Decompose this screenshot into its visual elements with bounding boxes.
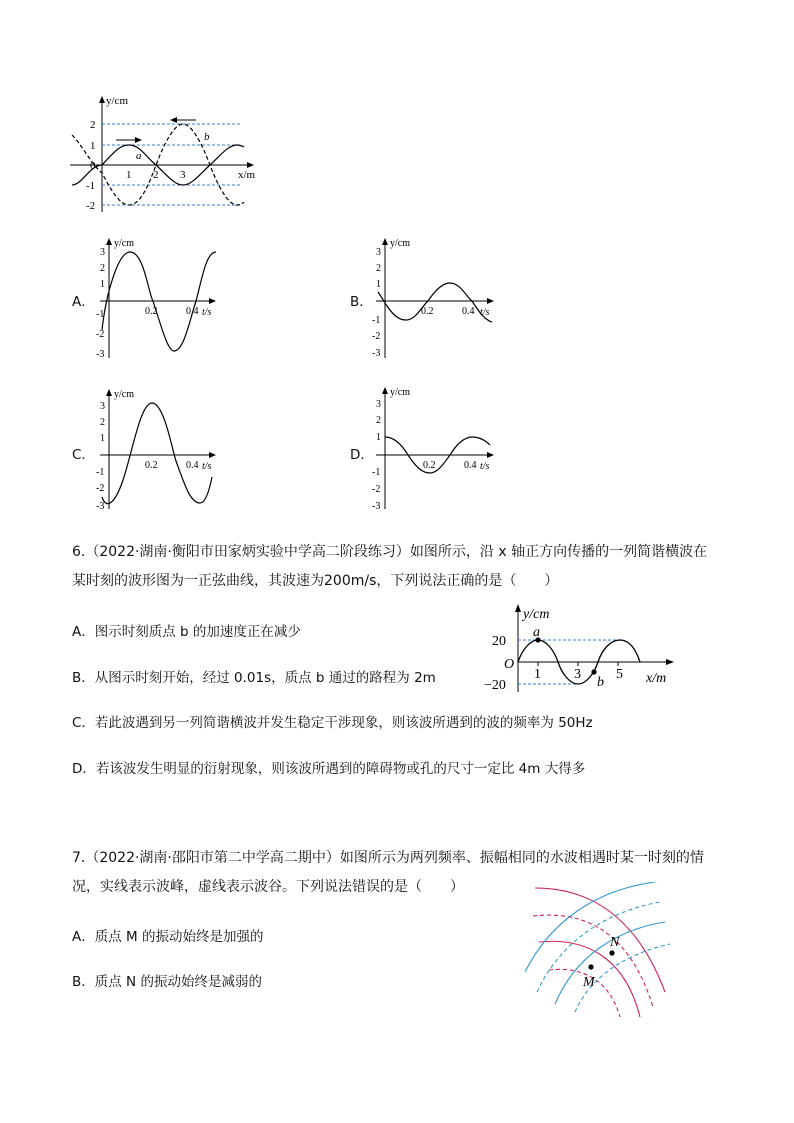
option-b-letter: B． [350, 294, 373, 310]
option-d-letter: D． [350, 447, 374, 463]
y-axis-label: y/cm [114, 389, 134, 400]
y-tick: 1 [376, 279, 381, 290]
point-b-label: b [597, 675, 604, 690]
t-tick: 0.4 [464, 460, 477, 471]
y-tick: 1 [100, 279, 105, 290]
y-tick: 3 [100, 247, 105, 258]
q7-option-b[interactable]: B．质点 N 的振动始终是减弱的 [72, 974, 262, 990]
y-tick: -2 [96, 329, 105, 340]
y-tick: -3 [372, 501, 381, 512]
y-tick: -1 [96, 309, 105, 320]
y-tick: 2 [376, 263, 381, 274]
q7-stem-line2: 况，实线表示波峰，虚线表示波谷。下列说法错误的是（ ） [72, 879, 464, 895]
y-tick: -3 [96, 501, 105, 512]
y-tick: 1 [90, 140, 96, 152]
t-tick: 0.4 [186, 306, 199, 317]
y-tick: -2 [96, 483, 105, 494]
y-tick: -1 [86, 180, 96, 192]
q7-interference-figure [515, 882, 675, 1017]
t-axis-label: t/s [202, 307, 212, 318]
y-tick: 1 [376, 432, 381, 443]
q6-option-d[interactable]: D．若该波发生明显的衍射现象，则该波所遇到的障碍物或孔的尺寸一定比 4m 大得多 [72, 761, 586, 777]
t-tick: 0.4 [186, 460, 199, 471]
y-axis-label: y/cm [114, 238, 134, 249]
t-axis-label: t/s [480, 461, 490, 472]
point-a-label: a [533, 625, 540, 640]
y-tick: -3 [96, 349, 105, 360]
wave-b-label: b [204, 131, 210, 143]
two-waves-figure [62, 92, 262, 217]
y-tick-top: 20 [492, 634, 506, 649]
option-a-graph [92, 234, 232, 362]
t-tick: 0.2 [423, 460, 436, 471]
y-tick: -2 [86, 200, 96, 212]
q7-option-a[interactable]: A．质点 M 的振动始终是加强的 [72, 929, 264, 945]
t-tick: 0.4 [462, 306, 475, 317]
y-tick: 2 [90, 119, 96, 131]
t-axis-label: t/s [202, 461, 212, 472]
y-tick: -3 [372, 348, 381, 359]
y-tick: 2 [100, 263, 105, 274]
y-tick: 2 [376, 415, 381, 426]
y-axis-label: y/cm [390, 238, 410, 249]
q6-option-a[interactable]: A．图示时刻质点 b 的加速度正在减少 [72, 624, 301, 640]
q6-stem-line2: 某时刻的波形图为一正弦曲线，其波速为200m/s，下列说法正确的是（ ） [72, 573, 559, 589]
option-c-letter: C． [72, 447, 95, 463]
t-axis-label: t/s [480, 307, 490, 318]
x-tick: 2 [153, 169, 159, 181]
x-tick: 5 [616, 667, 623, 682]
y-tick: 3 [376, 247, 381, 258]
y-tick-bottom: −20 [484, 678, 506, 692]
y-tick: 1 [100, 433, 105, 444]
origin-label: O [504, 657, 515, 672]
y-tick: -2 [372, 331, 381, 342]
x-tick: 3 [180, 169, 186, 181]
x-tick: 1 [534, 667, 541, 682]
option-a-letter: A． [72, 294, 95, 310]
option-d-graph [368, 383, 508, 513]
x-axis-label: x/m [238, 169, 256, 181]
option-b-graph [368, 234, 508, 362]
q6-option-b[interactable]: B．从图示时刻开始，经过 0.01s，质点 b 通过的路程为 2m [72, 670, 436, 686]
option-c-graph [92, 385, 232, 513]
y-tick: -2 [372, 484, 381, 495]
y-axis-label: y/cm [390, 387, 410, 398]
y-tick: 0 [90, 160, 96, 172]
y-tick: 3 [100, 401, 105, 412]
y-axis-label: y/cm [106, 95, 128, 107]
point-M-label: M [583, 975, 595, 990]
q6-option-c[interactable]: C．若此波遇到另一列简谐横波并发生稳定干涉现象，则该波所遇到的波的频率为 50Hz [72, 715, 593, 731]
q6-stem-line1: 6.（2022·湖南·衡阳市田家炳实验中学高二阶段练习）如图所示，沿 x 轴正方向传播的一列简谐横波在 [72, 544, 708, 560]
x-axis-label: x/m [646, 671, 667, 686]
x-tick: 1 [126, 169, 132, 181]
point-N-label: N [610, 935, 620, 950]
q6-wave-figure [480, 600, 680, 692]
y-tick: -1 [96, 467, 105, 478]
x-tick: 3 [574, 667, 581, 682]
y-tick: -1 [372, 467, 381, 478]
t-tick: 0.2 [145, 306, 158, 317]
wave-a-label: a [136, 150, 142, 162]
y-axis-label: y/cm [523, 607, 550, 622]
y-tick: 3 [376, 399, 381, 410]
t-tick: 0.2 [421, 306, 434, 317]
t-tick: 0.2 [145, 460, 158, 471]
y-tick: -1 [372, 315, 381, 326]
y-tick: 2 [100, 417, 105, 428]
q7-stem-line1: 7.（2022·湖南·邵阳市第二中学高二期中）如图所示为两列频率、振幅相同的水波相遇时某一时刻的情 [72, 850, 704, 866]
